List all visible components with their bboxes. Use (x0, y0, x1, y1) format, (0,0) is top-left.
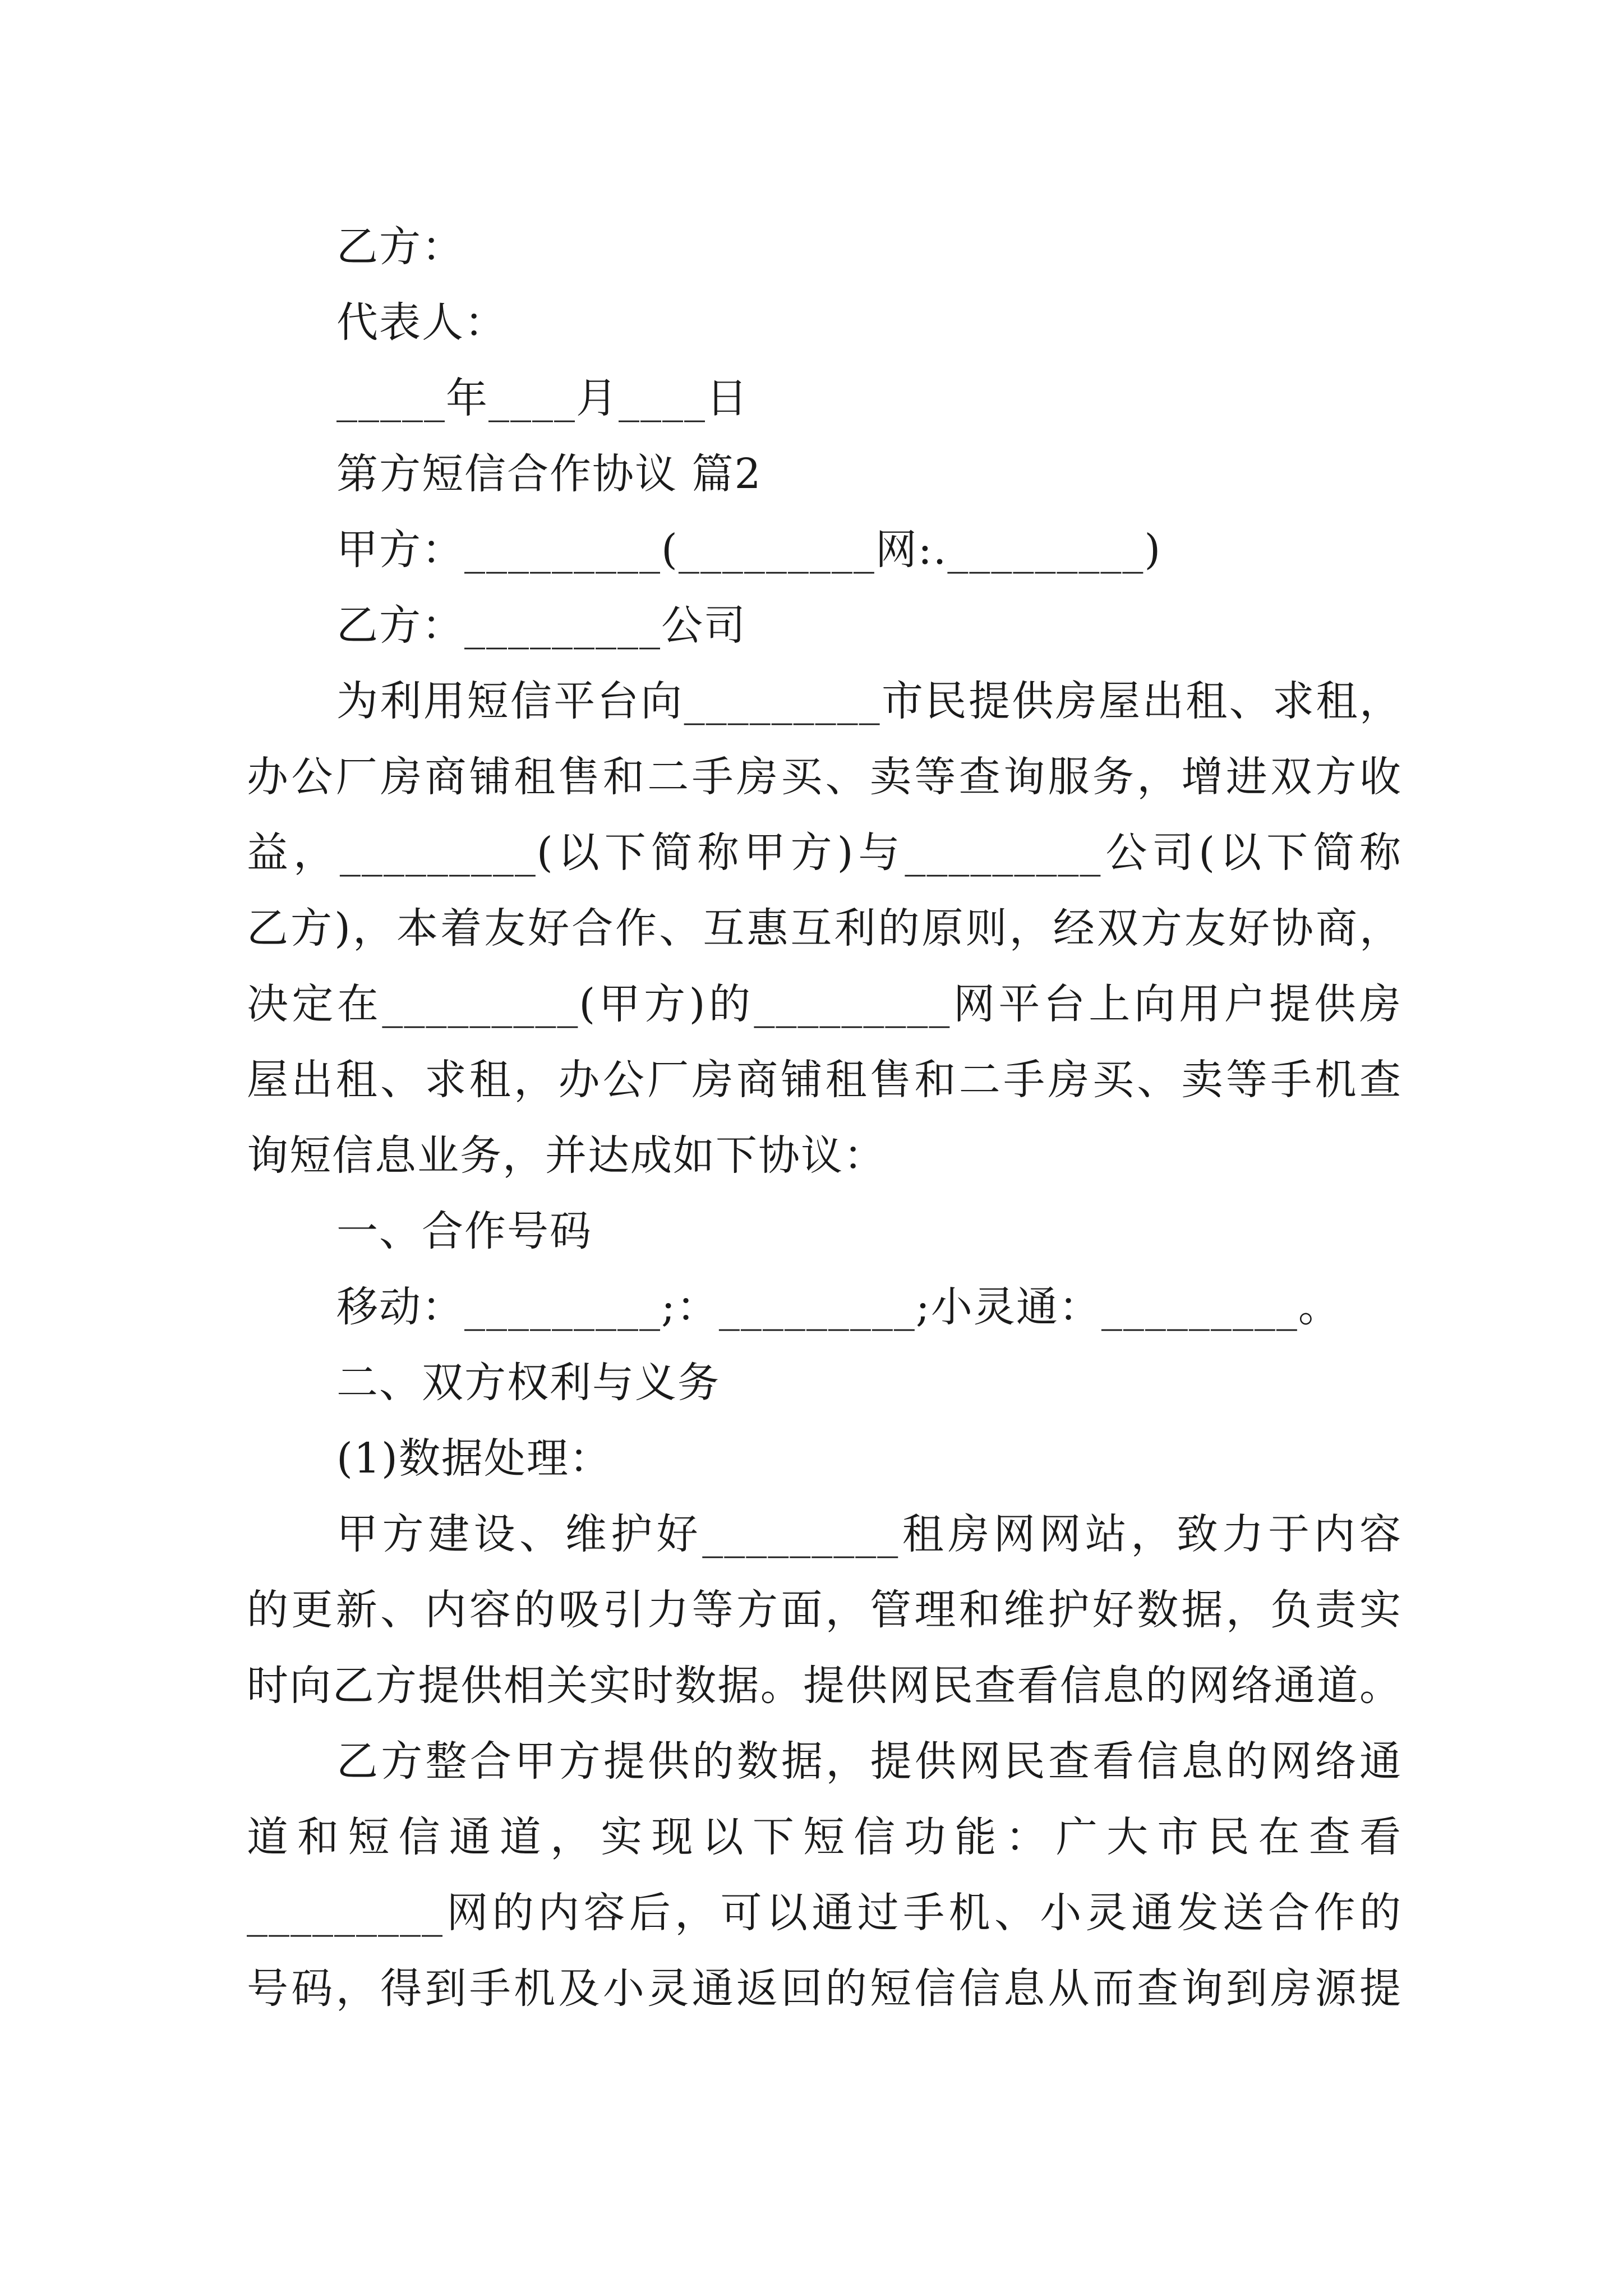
representative-label: 代表人： (336, 298, 507, 347)
paragraph-line: 屋出租、求租，办公厂房商铺租售和二手房买、卖等手机查 (247, 1056, 1402, 1104)
paragraph-line: _________网的内容后，可以通过手机、小灵通发送合作的 (247, 1889, 1402, 1937)
paragraph-line: 办公厂房商铺租售和二手房买、卖等查询服务，增进双方收 (247, 753, 1402, 801)
party-b-company-line: 乙方：_________公司 (336, 601, 746, 650)
paragraph-line: 甲方建设、维护好_________租房网网站，致力于内容 (336, 1510, 1402, 1558)
paragraph-line: 道和短信通道，实现以下短信功能：广大市民在查看 (247, 1813, 1402, 1861)
paragraph-line: 号码，得到手机及小灵通返回的短信信息从而查询到房源提 (247, 1964, 1402, 2013)
party-a-line: 甲方：_________(_________网:._________) (336, 526, 1162, 574)
paragraph-line: 的更新、内容的吸引力等方面，管理和维护好数据，负责实 (247, 1586, 1402, 1634)
subheading-data-processing: (1)数据处理： (336, 1434, 612, 1483)
paragraph-line: 时向乙方提供相关实时数据。提供网民查看信息的网络通道。 (247, 1662, 1402, 1710)
paragraph-line: 乙方)，本着友好合作、互惠互利的原则，经双方友好协商， (247, 904, 1402, 953)
paragraph-line: 决定在_________(甲方)的_________网平台上向用户提供房 (247, 980, 1402, 1028)
paragraph-line: 乙方整合甲方提供的数据，提供网民查看信息的网络通 (336, 1737, 1402, 1786)
paragraph-line: 益，_________(以下简称甲方)与_________公司(以下简称 (247, 829, 1402, 877)
heading-rights-obligations: 二、双方权利与义务 (336, 1359, 720, 1407)
paragraph-line: 询短信息业务，并达成如下协议： (247, 1131, 886, 1180)
paragraph-line: 为利用短信平台向_________市民提供房屋出租、求租， (336, 677, 1402, 725)
section-title: 第方短信合作协议 篇2 (336, 450, 762, 498)
party-b-label: 乙方： (336, 223, 464, 271)
heading-cooperation-numbers: 一、合作号码 (336, 1207, 592, 1255)
date-line: _____年____月____日 (336, 374, 749, 422)
numbers-line: 移动：_________;：_________;小灵通：_________。 (336, 1283, 1341, 1331)
